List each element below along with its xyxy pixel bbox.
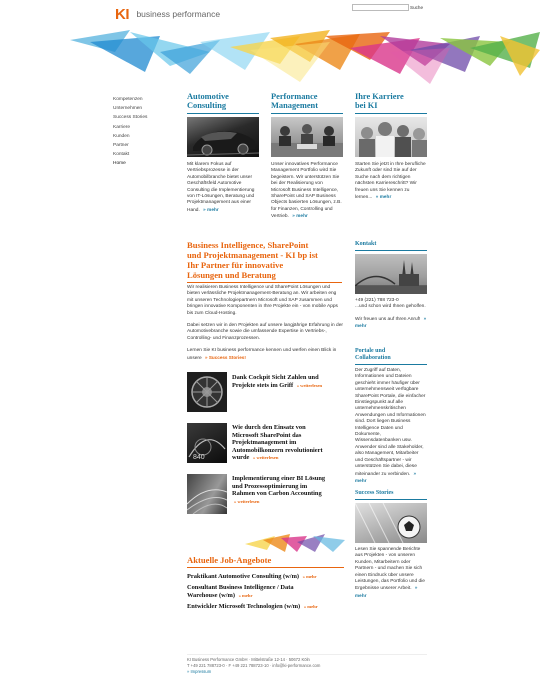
success-stories-link[interactable]: » Success Stories!	[205, 354, 246, 360]
column-title[interactable]: Ihre Karriere bei KI	[355, 92, 404, 111]
news-title[interactable]: Projekte stets im Griff	[232, 381, 294, 389]
jobs-banner	[245, 530, 345, 554]
wheel-icon	[187, 372, 227, 412]
news-item	[187, 372, 347, 416]
search-input[interactable]	[352, 4, 409, 11]
news-more-link[interactable]: » weiterlesen	[234, 498, 260, 504]
news-title[interactable]: Dank Cockpit Sicht Zahlen und	[232, 374, 319, 381]
footer-address: KI Business Performance GmbH · Mittelstraße 12-14 · 50672 Köln	[187, 657, 310, 662]
news-item	[187, 474, 347, 518]
job-item	[187, 573, 352, 581]
column-automotive	[187, 92, 259, 213]
kontakt-phone[interactable]: +49 (221) 788 723-0	[355, 298, 399, 303]
dashboard-icon	[187, 423, 227, 463]
nav-item-kontakt[interactable]: Kontakt	[113, 152, 130, 158]
column-text: Unser innovatives Performance Management Portfolio wird Sie begeistern. Wir unterstützen Sie bei der Realisierung von Microsoft Business Intelligence, SharePoint und SAP Business Objects basierten Lösungen, z.B. für Finanzen, Controlling und Vertrieb.	[271, 162, 342, 220]
success-stories-photo	[355, 503, 427, 543]
logo-text: business performance	[136, 9, 221, 19]
column-more-link[interactable]: » mehr	[203, 206, 219, 212]
kontakt-photo	[355, 254, 427, 294]
job-more-link[interactable]: » mehr	[238, 593, 253, 598]
job-title[interactable]: Entwickler Microsoft Technologien (w/m)	[187, 603, 301, 610]
news-title[interactable]: Implementierung einer BI Lösung	[232, 475, 326, 482]
news-more-link[interactable]: » weiterlesen	[296, 382, 323, 388]
main-headline: Business Intelligence, SharePoint und Projektmanagement - KI bp ist Ihr Partner für innovative Lösungen und Beratung	[187, 240, 318, 280]
kontakt-heading: Kontakt	[355, 241, 377, 247]
karriere-photo	[355, 117, 427, 157]
main-intro	[187, 285, 344, 362]
news-thumbnail	[187, 423, 227, 463]
column-text: Starten Sie jetzt in Ihre berufliche Zukunft oder sind Sie auf der Suche nach dem richtigen nächsten Karriereschritt? Wir freuen uns Sie kennen zu lernen...	[355, 162, 426, 201]
column-more-link[interactable]: » mehr	[375, 194, 392, 200]
news-title[interactable]: Rahmen von Carbon Accounting	[232, 490, 322, 498]
news-title[interactable]: Wie durch den Einsatz von	[232, 424, 306, 431]
job-more-link[interactable]: » mehr	[303, 604, 318, 609]
column-title[interactable]: Automotive Consulting	[187, 92, 229, 111]
cathedral-icon	[355, 254, 427, 294]
column-performance	[271, 92, 343, 220]
intro-paragraph: Wir realisieren Business Intelligence und SharePoint Lösungen und bieten verlässliche Projektmanagement-Beratung an. Wir arbeiten eng mit unseren Technologiepartnern Microsoft und SAP zusammen und bringen innovative Komponenten in Ihre Projekte ein - von mobile Apps bis zum Cloud-Hosting.	[187, 285, 338, 316]
divider	[271, 113, 343, 114]
divider	[355, 499, 427, 500]
nav-item-unternehmen[interactable]: Unternehmen	[113, 106, 143, 112]
jobs-divider	[187, 567, 344, 568]
news-item	[187, 423, 347, 467]
news-title[interactable]: und Prozessoptimierung im	[232, 482, 308, 490]
kontakt-phone-text: ...und schon wird Ihnen geholfen.	[355, 304, 426, 310]
job-item	[187, 603, 352, 611]
job-item	[187, 584, 352, 600]
gear-icon	[187, 474, 227, 514]
nav-item-home[interactable]: Home	[113, 161, 126, 167]
soccer-ball-icon	[355, 503, 427, 543]
job-title[interactable]: Consultant Business Intelligence / Data	[187, 584, 294, 591]
jobs-heading: Aktuelle Job-Angebote	[187, 555, 272, 565]
column-text: Mit klarem Fokus auf Vertriebsprozesse in der Automobilbranche bietet unser Geschäftsfeld Automotive Consulting die Implementierung von IT-Lösungen, Beratung und Projektmanagement aus einer Hand.	[187, 162, 255, 213]
nav-item-karriere[interactable]: Karriere	[113, 124, 131, 130]
intro-paragraph: Lernen Sie KI business performance kennen und werfen einen Blick in unsere » Success Stories!	[187, 348, 337, 361]
divider	[187, 113, 259, 114]
success-stories-heading: Success Stories	[355, 490, 394, 496]
news-title[interactable]: Automobilkonzern revolutioniert	[232, 446, 323, 454]
meeting-icon	[271, 117, 343, 157]
portale-text: Der Zugriff auf Daten, Informationen und Dateien geschieht immer häufiger über unternehmensweit verfügbare SharePoint Portale, die einfacher Einstiegspunkt auf alle unternehmenskritischen Anwendungen und Informationen sind. Dort liegen Business Intelligence Daten und Dokumente, Wissensdatenbanken usw. Anwender sind alle Stakeholder, also Management, Mitarbeiter und Geschäftspartner - wir unterstützen Sie dabei, diese miteinander zu verbinden.	[355, 368, 426, 477]
logo-mark: KI	[115, 6, 129, 23]
column-karriere	[355, 92, 427, 201]
search-box	[352, 4, 427, 12]
news-thumbnail	[187, 474, 227, 514]
performance-photo	[271, 117, 343, 157]
kontakt-callback: Wir freuen uns auf Ihren Anruf! » mehr	[355, 315, 427, 329]
search-button[interactable]: Suche	[410, 5, 424, 10]
news-title[interactable]: wurde	[232, 454, 250, 462]
main-nav	[113, 95, 173, 169]
portale-heading: Portale und Collaboration	[355, 348, 391, 362]
logo[interactable]	[115, 6, 235, 22]
job-title[interactable]: Praktikant Automotive Consulting (w/m)	[187, 573, 300, 580]
nav-item-partner[interactable]: Partner	[113, 142, 129, 148]
car-icon	[187, 117, 259, 157]
job-title[interactable]: Warehouse (w/m)	[187, 592, 235, 599]
job-list	[187, 573, 352, 611]
kontakt-more-link[interactable]: » mehr	[355, 315, 427, 329]
headline-divider	[187, 282, 342, 283]
column-title[interactable]: Performance Management	[271, 92, 318, 111]
success-stories-text: Lesen Sie spannende Berichte aus Projekten - von unseren Kunden, Mitarbeitern oder Partnern - und machen Sie sich einen Eindruck über unsere Leistungen, das Portfolio und die Ergebnisse unserer Arbeit.	[355, 547, 425, 592]
nav-item-success-stories[interactable]: Success Stories	[113, 115, 148, 121]
news-more-link[interactable]: » weiterlesen	[253, 455, 279, 461]
automotive-photo	[187, 117, 259, 157]
portale-more-link[interactable]: » mehr	[355, 470, 417, 483]
success-stories-more-link[interactable]: » mehr	[355, 585, 418, 598]
footer	[187, 654, 427, 675]
news-thumbnail	[187, 372, 227, 412]
nav-item-kompetenzen[interactable]: Kompetenzen	[113, 97, 143, 102]
svg-text:840: 840	[193, 454, 205, 461]
news-title[interactable]: Microsoft SharePoint das	[232, 431, 302, 439]
job-more-link[interactable]: » mehr	[302, 574, 317, 579]
footer-contact: T +49 221 788723-0 · F +49 221 788723-10 · info@ki-performance.com	[187, 663, 321, 668]
news-title[interactable]: Projektmanagement im	[232, 439, 297, 447]
nav-item-kunden[interactable]: Kunden	[113, 133, 130, 139]
footer-impressum-link[interactable]: » Impressum	[187, 669, 212, 674]
intro-paragraph: Dabei setzen wir in den Projekten auf unsere langjährige Erfahrung in der Automotivebranche sowie die umfassende Expertise in Vertriebs-, Controlling- und Finanzprozessen.	[187, 323, 343, 341]
divider	[355, 113, 427, 114]
divider	[355, 364, 427, 365]
column-more-link[interactable]: » mehr	[292, 213, 308, 219]
divider	[355, 250, 427, 251]
team-icon	[355, 117, 427, 157]
header-banner	[70, 22, 540, 88]
